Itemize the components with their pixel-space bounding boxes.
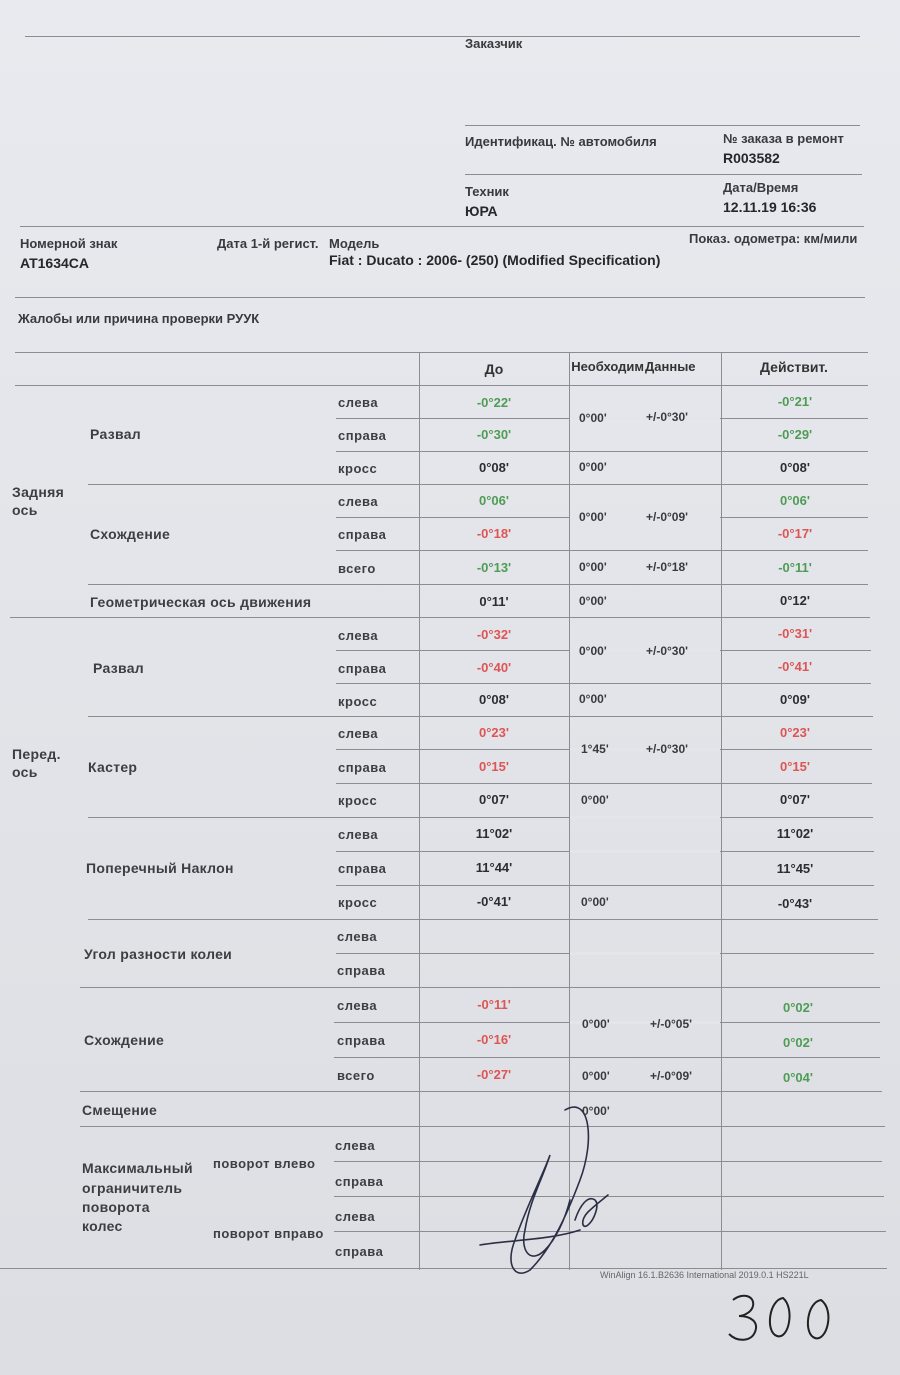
rear-toe-left-actual: 0°06' <box>780 493 810 508</box>
row-separator <box>88 919 878 920</box>
datetime-value: 12.11.19 16:36 <box>723 199 817 215</box>
row-side-right: справа <box>338 428 387 443</box>
row-separator <box>88 484 868 485</box>
max-turn-label-2: ограничитель <box>82 1180 183 1196</box>
front-camber-right-before: -0°40' <box>476 660 512 675</box>
caster-right-actual: 0°15' <box>780 759 810 774</box>
row-side-right: справа <box>338 760 387 775</box>
row-side-left: слева <box>338 494 379 509</box>
max-turn-label-4: колес <box>82 1218 123 1234</box>
row-separator <box>334 1057 880 1058</box>
row-side-right: справа <box>337 963 386 978</box>
row-separator <box>10 617 870 618</box>
tech-value: ЮРА <box>465 203 498 219</box>
caster-left-actual: 0°23' <box>780 725 810 740</box>
front-toe-right-actual: 0°02' <box>783 1035 813 1050</box>
rear-toe-total-actual: -0°11' <box>778 560 812 575</box>
rear-camber-cross-before: 0°08' <box>479 460 509 475</box>
rear-toe-right-before: -0°18' <box>476 526 512 541</box>
caster-label: Кастер <box>88 759 138 775</box>
front-camber-left-before: -0°32' <box>476 627 512 642</box>
row-side-left: слева <box>338 395 379 410</box>
front-toe-left-actual: 0°02' <box>783 1000 813 1015</box>
rear-axle-label: Задняя ось <box>12 484 65 518</box>
rear-toe-left-before: 0°06' <box>479 493 509 508</box>
rear-camber-label: Развал <box>90 426 141 442</box>
rear-toe-right-actual: -0°17' <box>777 526 813 541</box>
front-axle-label: Перед. ось <box>12 746 61 780</box>
model-value: Fiat : Ducato : 2006- (250) (Modified Specification) <box>329 252 661 268</box>
thrust-angle-label: Геометрическая ось движения <box>90 594 312 610</box>
merged-cell-mask <box>570 816 720 819</box>
rear-camber-right-before: -0°30' <box>476 427 512 442</box>
merged-cell-mask <box>570 952 720 955</box>
front-toe-tol: +/-0°05' <box>650 1017 693 1031</box>
sai-right-actual: 11°45' <box>776 861 814 876</box>
thrust-actual: 0°12' <box>780 593 810 608</box>
order-value: R003582 <box>723 150 780 166</box>
row-side-cross: кросс <box>338 694 378 709</box>
order-label: № заказа в ремонт <box>723 131 844 146</box>
divider <box>15 352 868 353</box>
row-side-total: всего <box>337 1068 375 1083</box>
divider <box>465 174 862 175</box>
row-separator <box>336 683 871 684</box>
row-side-left: слева <box>338 726 379 741</box>
front-toe-total-spec: 0°00' <box>582 1069 610 1083</box>
row-separator <box>336 451 868 452</box>
rear-toe-total-tol: +/-0°18' <box>646 560 689 574</box>
divider <box>465 125 860 126</box>
max-turn-label-3: поворота <box>82 1199 150 1215</box>
setback-label: Смещение <box>82 1102 158 1118</box>
row-separator <box>336 885 874 886</box>
grid-line <box>721 352 722 1270</box>
row-separator <box>80 987 880 988</box>
model-label: Модель <box>329 236 380 251</box>
row-separator <box>336 550 868 551</box>
plate-label: Номерной знак <box>20 236 118 251</box>
front-toe-spec: 0°00' <box>582 1017 610 1031</box>
odometer-label: Показ. одометра: км/мили <box>689 231 858 246</box>
col-data: Данные <box>645 359 696 374</box>
sai-left-actual: 11°02' <box>776 826 814 841</box>
front-toe-total-before: -0°27' <box>476 1067 512 1082</box>
sai-right-before: 11°44' <box>475 860 513 875</box>
caster-left-before: 0°23' <box>479 725 509 740</box>
rear-camber-right-actual: -0°29' <box>777 427 813 442</box>
front-toe-total-tol: +/-0°09' <box>650 1069 693 1083</box>
front-toe-label: Схождение <box>84 1032 165 1048</box>
turn-right-label: поворот вправо <box>213 1226 324 1241</box>
divider <box>25 36 860 37</box>
row-side-left: слева <box>338 827 379 842</box>
front-camber-cross-spec: 0°00' <box>579 692 607 706</box>
caster-spec: 1°45' <box>581 742 609 756</box>
row-side-left: слева <box>337 998 378 1013</box>
sai-cross-actual: -0°43' <box>777 896 813 911</box>
caster-cross-actual: 0°07' <box>780 792 810 807</box>
rear-toe-tol: +/-0°09' <box>646 510 689 524</box>
tech-label: Техник <box>465 184 509 199</box>
front-camber-right-actual: -0°41' <box>777 659 813 674</box>
grid-line <box>419 352 420 1270</box>
row-side-left: слева <box>337 929 378 944</box>
thrust-spec: 0°00' <box>579 594 607 608</box>
first-reg-label: Дата 1-й регист. <box>217 236 319 251</box>
rear-camber-cross-spec: 0°00' <box>579 460 607 474</box>
front-camber-spec: 0°00' <box>579 644 607 658</box>
front-camber-cross-actual: 0°09' <box>780 692 810 707</box>
rear-toe-total-spec: 0°00' <box>579 560 607 574</box>
row-side-total: всего <box>338 561 376 576</box>
setback-spec: 0°00' <box>582 1104 610 1118</box>
sai-cross-spec: 0°00' <box>581 895 609 909</box>
thrust-before: 0°11' <box>479 594 509 609</box>
rear-camber-tol: +/-0°30' <box>646 410 689 424</box>
row-separator <box>336 783 872 784</box>
caster-cross-spec: 0°00' <box>581 793 609 807</box>
col-actual: Действит. <box>760 359 828 375</box>
row-side-right: справа <box>338 527 387 542</box>
sai-label: Поперечный Наклон <box>86 860 234 876</box>
row-side-left: слева <box>335 1138 376 1153</box>
front-camber-tol: +/-0°30' <box>646 644 689 658</box>
col-before: До <box>484 361 504 377</box>
front-camber-cross-before: 0°08' <box>479 692 509 707</box>
divider <box>0 1268 887 1269</box>
row-side-right: справа <box>338 861 387 876</box>
signature-graphic <box>470 1100 630 1280</box>
row-side-right: справа <box>335 1174 384 1189</box>
rear-camber-left-before: -0°22' <box>476 395 512 410</box>
row-side-left: слева <box>338 628 379 643</box>
grid-line <box>15 385 868 386</box>
front-camber-left-actual: -0°31' <box>777 626 813 641</box>
front-toe-total-actual: 0°04' <box>783 1070 813 1085</box>
rear-camber-spec: 0°00' <box>579 411 607 425</box>
row-side-cross: кросс <box>338 793 378 808</box>
row-separator <box>88 584 868 585</box>
caster-right-before: 0°15' <box>479 759 509 774</box>
handwritten-number <box>725 1288 845 1348</box>
max-turn-label-1: Максимальный <box>82 1160 193 1176</box>
row-separator <box>88 817 873 818</box>
rear-camber-cross-actual: 0°08' <box>780 460 810 475</box>
plate-value: AT1634CA <box>20 255 89 271</box>
front-toe-right-before: -0°16' <box>476 1032 512 1047</box>
row-separator <box>88 716 873 717</box>
col-required: Необходим <box>571 359 644 374</box>
merged-cell-mask <box>570 850 720 853</box>
row-side-left: слева <box>335 1209 376 1224</box>
customer-label: Заказчик <box>465 36 523 51</box>
rear-camber-left-actual: -0°21' <box>777 394 813 409</box>
row-side-cross: кросс <box>338 895 378 910</box>
rear-toe-total-before: -0°13' <box>476 560 512 575</box>
datetime-label: Дата/Время <box>723 180 799 195</box>
caster-cross-before: 0°07' <box>479 792 509 807</box>
sai-left-before: 11°02' <box>475 826 513 841</box>
rear-toe-label: Схождение <box>90 526 171 542</box>
front-camber-label: Развал <box>93 660 144 676</box>
row-separator <box>80 1091 882 1092</box>
caster-tol: +/-0°30' <box>646 742 689 756</box>
included-angle-label: Угол разности колеи <box>84 946 233 962</box>
front-toe-left-before: -0°11' <box>477 997 511 1012</box>
complaints-label: Жалобы или причина проверки РУУК <box>18 311 260 326</box>
vin-label: Идентификац. № автомобиля <box>465 134 657 149</box>
row-side-right: справа <box>335 1244 384 1259</box>
row-side-right: справа <box>337 1033 386 1048</box>
software-footer: WinAlign 16.1.B2636 International 2019.0.1 HS221L <box>600 1270 809 1280</box>
sai-cross-before: -0°41' <box>476 894 512 909</box>
row-side-right: справа <box>338 661 387 676</box>
divider <box>20 226 864 227</box>
turn-left-label: поворот влево <box>213 1156 316 1171</box>
divider <box>15 297 865 298</box>
rear-toe-spec: 0°00' <box>579 510 607 524</box>
row-side-cross: кросс <box>338 461 378 476</box>
